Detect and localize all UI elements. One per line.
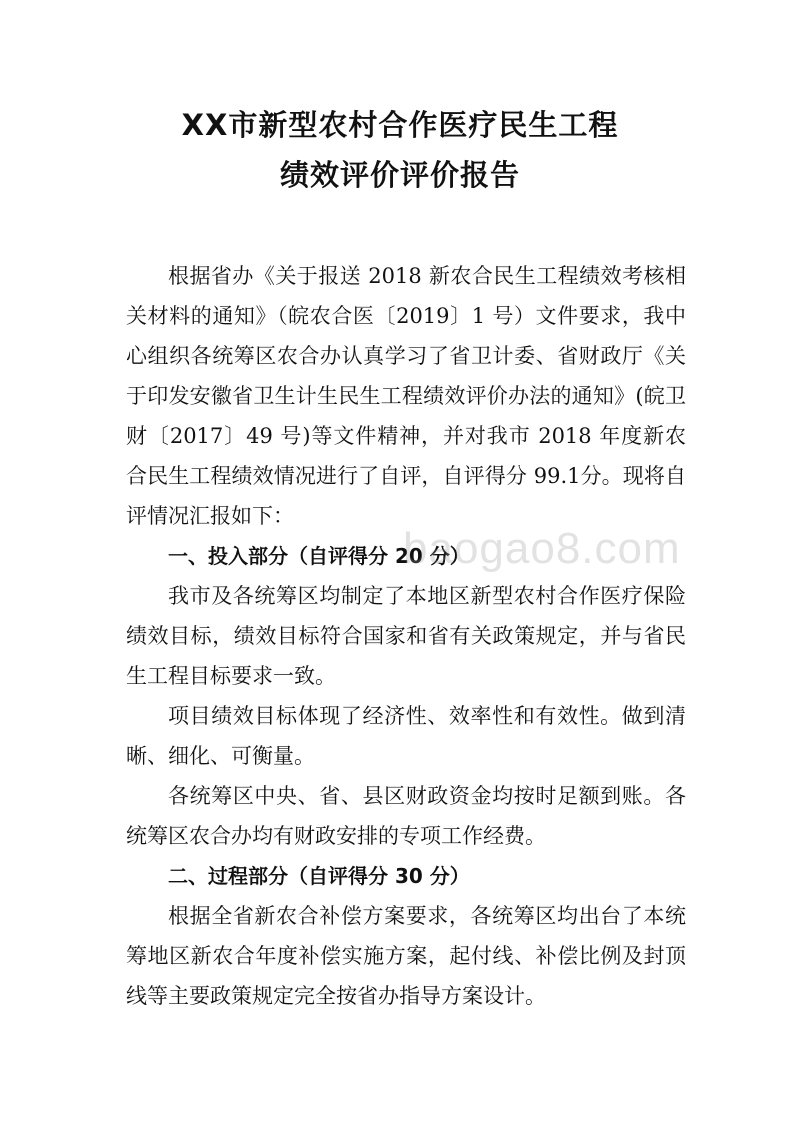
paragraph-goals: 我市及各统筹区均制定了本地区新型农村合作医疗保险绩效目标，绩效目标符合国家和省有关政策规定，并与省民生工程目标要求一致。 (126, 584, 686, 688)
document-title-line-1: XX市新型农村合作医疗民生工程 (181, 108, 619, 142)
section-heading-process: 二、过程部分（自评得分 30 分） (168, 864, 470, 888)
watermark-text: baogao8.com (403, 524, 681, 573)
document-title-line-2: 绩效评价评价报告 (279, 158, 520, 192)
section-heading-input: 一、投入部分（自评得分 20 分） (168, 544, 470, 568)
paragraph-compensation: 根据全省新农合补偿方案要求，各统筹区均出台了本统筹地区新农合年度补偿实施方案，起付线、补偿比例及封顶线等主要政策规定完全按省办指导方案设计。 (126, 904, 686, 1008)
paragraph-funds: 各统筹区中央、省、县区财政资金均按时足额到账。各统筹区农合办均有财政安排的专项工作经费。 (126, 784, 686, 848)
paragraph-targets: 项目绩效目标体现了经济性、效率性和有效性。做到清晰、细化、可衡量。 (126, 704, 686, 768)
document-body (126, 256, 686, 1016)
paragraph-intro: 根据省办《关于报送 2018 新农合民生工程绩效考核相关材料的通知》（皖农合医〔2019〕1 号）文件要求，我中心组织各统筹区农合办认真学习了省卫计委、省财政厅《关于印发安徽省卫生计生民生工程绩效评价办法的通知》(皖卫财〔2017〕49 号)等文件精神，并对我市 2018 年度新农合民生工程绩效情况进行了自评，自评得分 99.1分。现将自评情况汇报如下： (126, 264, 686, 528)
